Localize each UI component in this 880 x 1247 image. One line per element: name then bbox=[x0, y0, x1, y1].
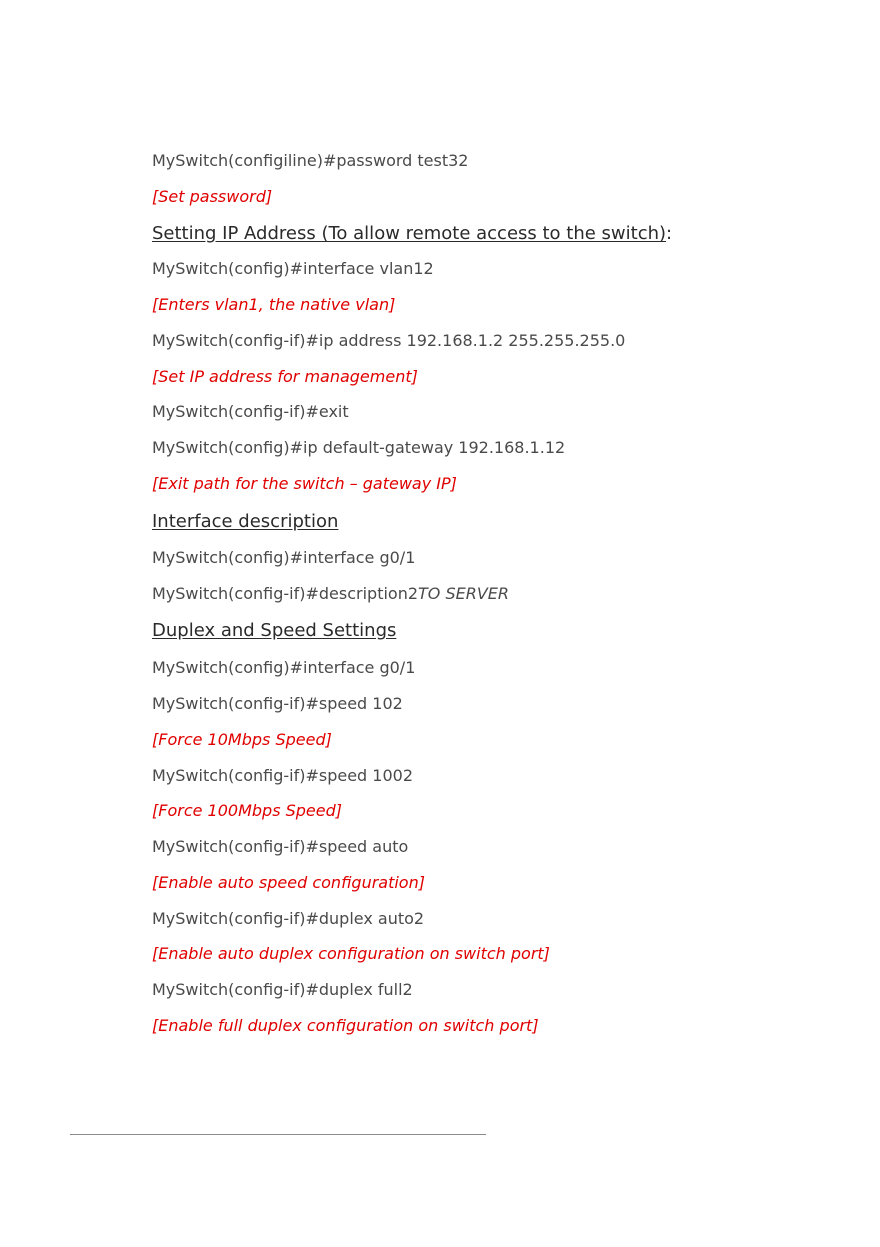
command-line: MySwitch(config-if)#duplex auto2 bbox=[152, 909, 425, 928]
section-heading-text: Setting IP Address (To allow remote access to the switch) bbox=[152, 223, 667, 244]
heading-colon: : bbox=[666, 223, 673, 244]
comment-note: [Enters vlan1, the native vlan] bbox=[152, 295, 396, 314]
comment-note: [Enable full duplex configuration on switch port] bbox=[152, 1016, 539, 1035]
section-heading bbox=[152, 223, 672, 245]
command-line: MySwitch(config)#ip default-gateway 192.168.1.12 bbox=[152, 438, 566, 457]
command-line: MySwitch(config)#interface g0/1 bbox=[152, 548, 416, 567]
section-heading-text: Interface description bbox=[152, 511, 339, 532]
command-line: MySwitch(configiline)#password test32 bbox=[152, 151, 469, 170]
comment-note: [Exit path for the switch – gateway IP] bbox=[152, 474, 457, 493]
section-heading bbox=[152, 620, 396, 642]
command-line: MySwitch(config-if)#exit bbox=[152, 402, 349, 421]
command-text: MySwitch(config-if)#description2 bbox=[152, 584, 419, 603]
command-line bbox=[152, 584, 509, 604]
comment-note: [Enable auto speed configuration] bbox=[152, 873, 425, 892]
command-line: MySwitch(config)#interface vlan12 bbox=[152, 259, 434, 278]
comment-note: [Force 100Mbps Speed] bbox=[152, 801, 343, 820]
section-heading-text: Duplex and Speed Settings bbox=[152, 620, 397, 641]
comment-note: [Enable auto duplex configuration on switch port] bbox=[152, 944, 550, 963]
command-line: MySwitch(config-if)#ip address 192.168.1.2 255.255.255.0 bbox=[152, 331, 626, 350]
command-line: MySwitch(config-if)#speed 102 bbox=[152, 694, 403, 713]
command-line: MySwitch(config-if)#speed 1002 bbox=[152, 766, 414, 785]
comment-note: [Set password] bbox=[152, 187, 273, 206]
command-line: MySwitch(config)#interface g0/1 bbox=[152, 658, 416, 677]
footnote-separator bbox=[70, 1134, 486, 1135]
section-heading bbox=[152, 511, 338, 533]
command-line: MySwitch(config-if)#duplex full2 bbox=[152, 980, 413, 999]
comment-note: [Set IP address for management] bbox=[152, 367, 418, 386]
command-line: MySwitch(config-if)#speed auto bbox=[152, 837, 409, 856]
comment-note: [Force 10Mbps Speed] bbox=[152, 730, 332, 749]
description-value: TO SERVER bbox=[418, 584, 510, 603]
